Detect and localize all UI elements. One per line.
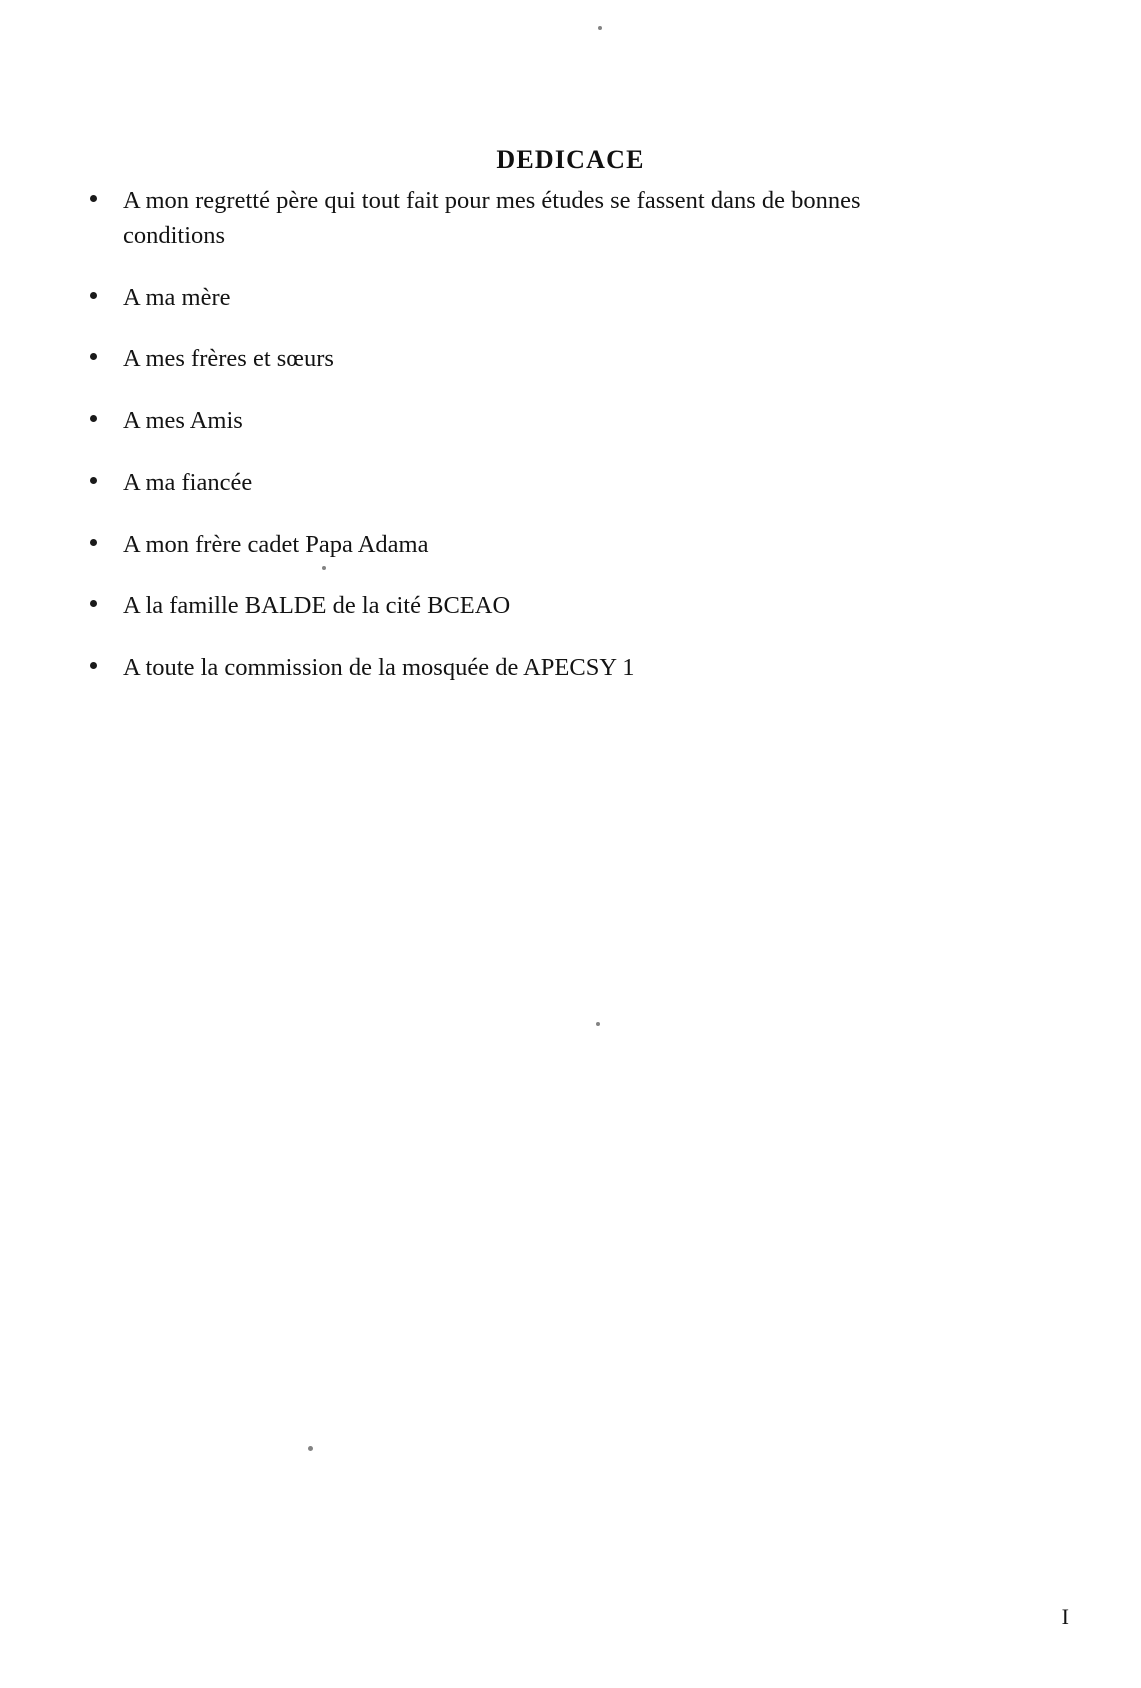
list-item [78, 528, 868, 563]
bullet-icon [90, 539, 97, 546]
list-item-text: A mes frères et sœurs [123, 345, 334, 373]
list-item [78, 281, 868, 316]
list-item-text: A mes Amis [123, 407, 243, 435]
list-item [78, 589, 868, 624]
list-item [78, 342, 868, 377]
bullet-icon [90, 353, 97, 360]
bullet-icon [90, 477, 97, 484]
bullet-icon [90, 195, 97, 202]
page-number: I [1061, 1604, 1069, 1629]
bullet-icon [90, 662, 97, 669]
list-item-text: A toute la commission de la mosquée de APECSY 1 [123, 654, 635, 682]
list-item-text: A ma mère [123, 283, 231, 311]
list-item-text: A mon frère cadet Papa Adama [123, 530, 429, 558]
bullet-icon [90, 415, 97, 422]
dedication-list [78, 184, 868, 713]
scan-speck-icon [596, 1022, 600, 1026]
list-item-text: A ma fiancée [123, 468, 253, 496]
scan-speck-icon [598, 26, 602, 30]
list-item-text: A la famille BALDE de la cité BCEAO [123, 592, 511, 620]
list-item [78, 651, 868, 686]
list-item [78, 466, 868, 501]
list-item [78, 404, 868, 439]
page-title: DEDICACE [496, 145, 645, 175]
bullet-icon [90, 600, 97, 607]
bullet-icon [90, 292, 97, 299]
list-item [78, 184, 868, 254]
list-item-text: A mon regretté père qui tout fait pour mes études se fassent dans de bonnes conditions [123, 187, 861, 249]
scan-speck-icon [308, 1446, 313, 1451]
